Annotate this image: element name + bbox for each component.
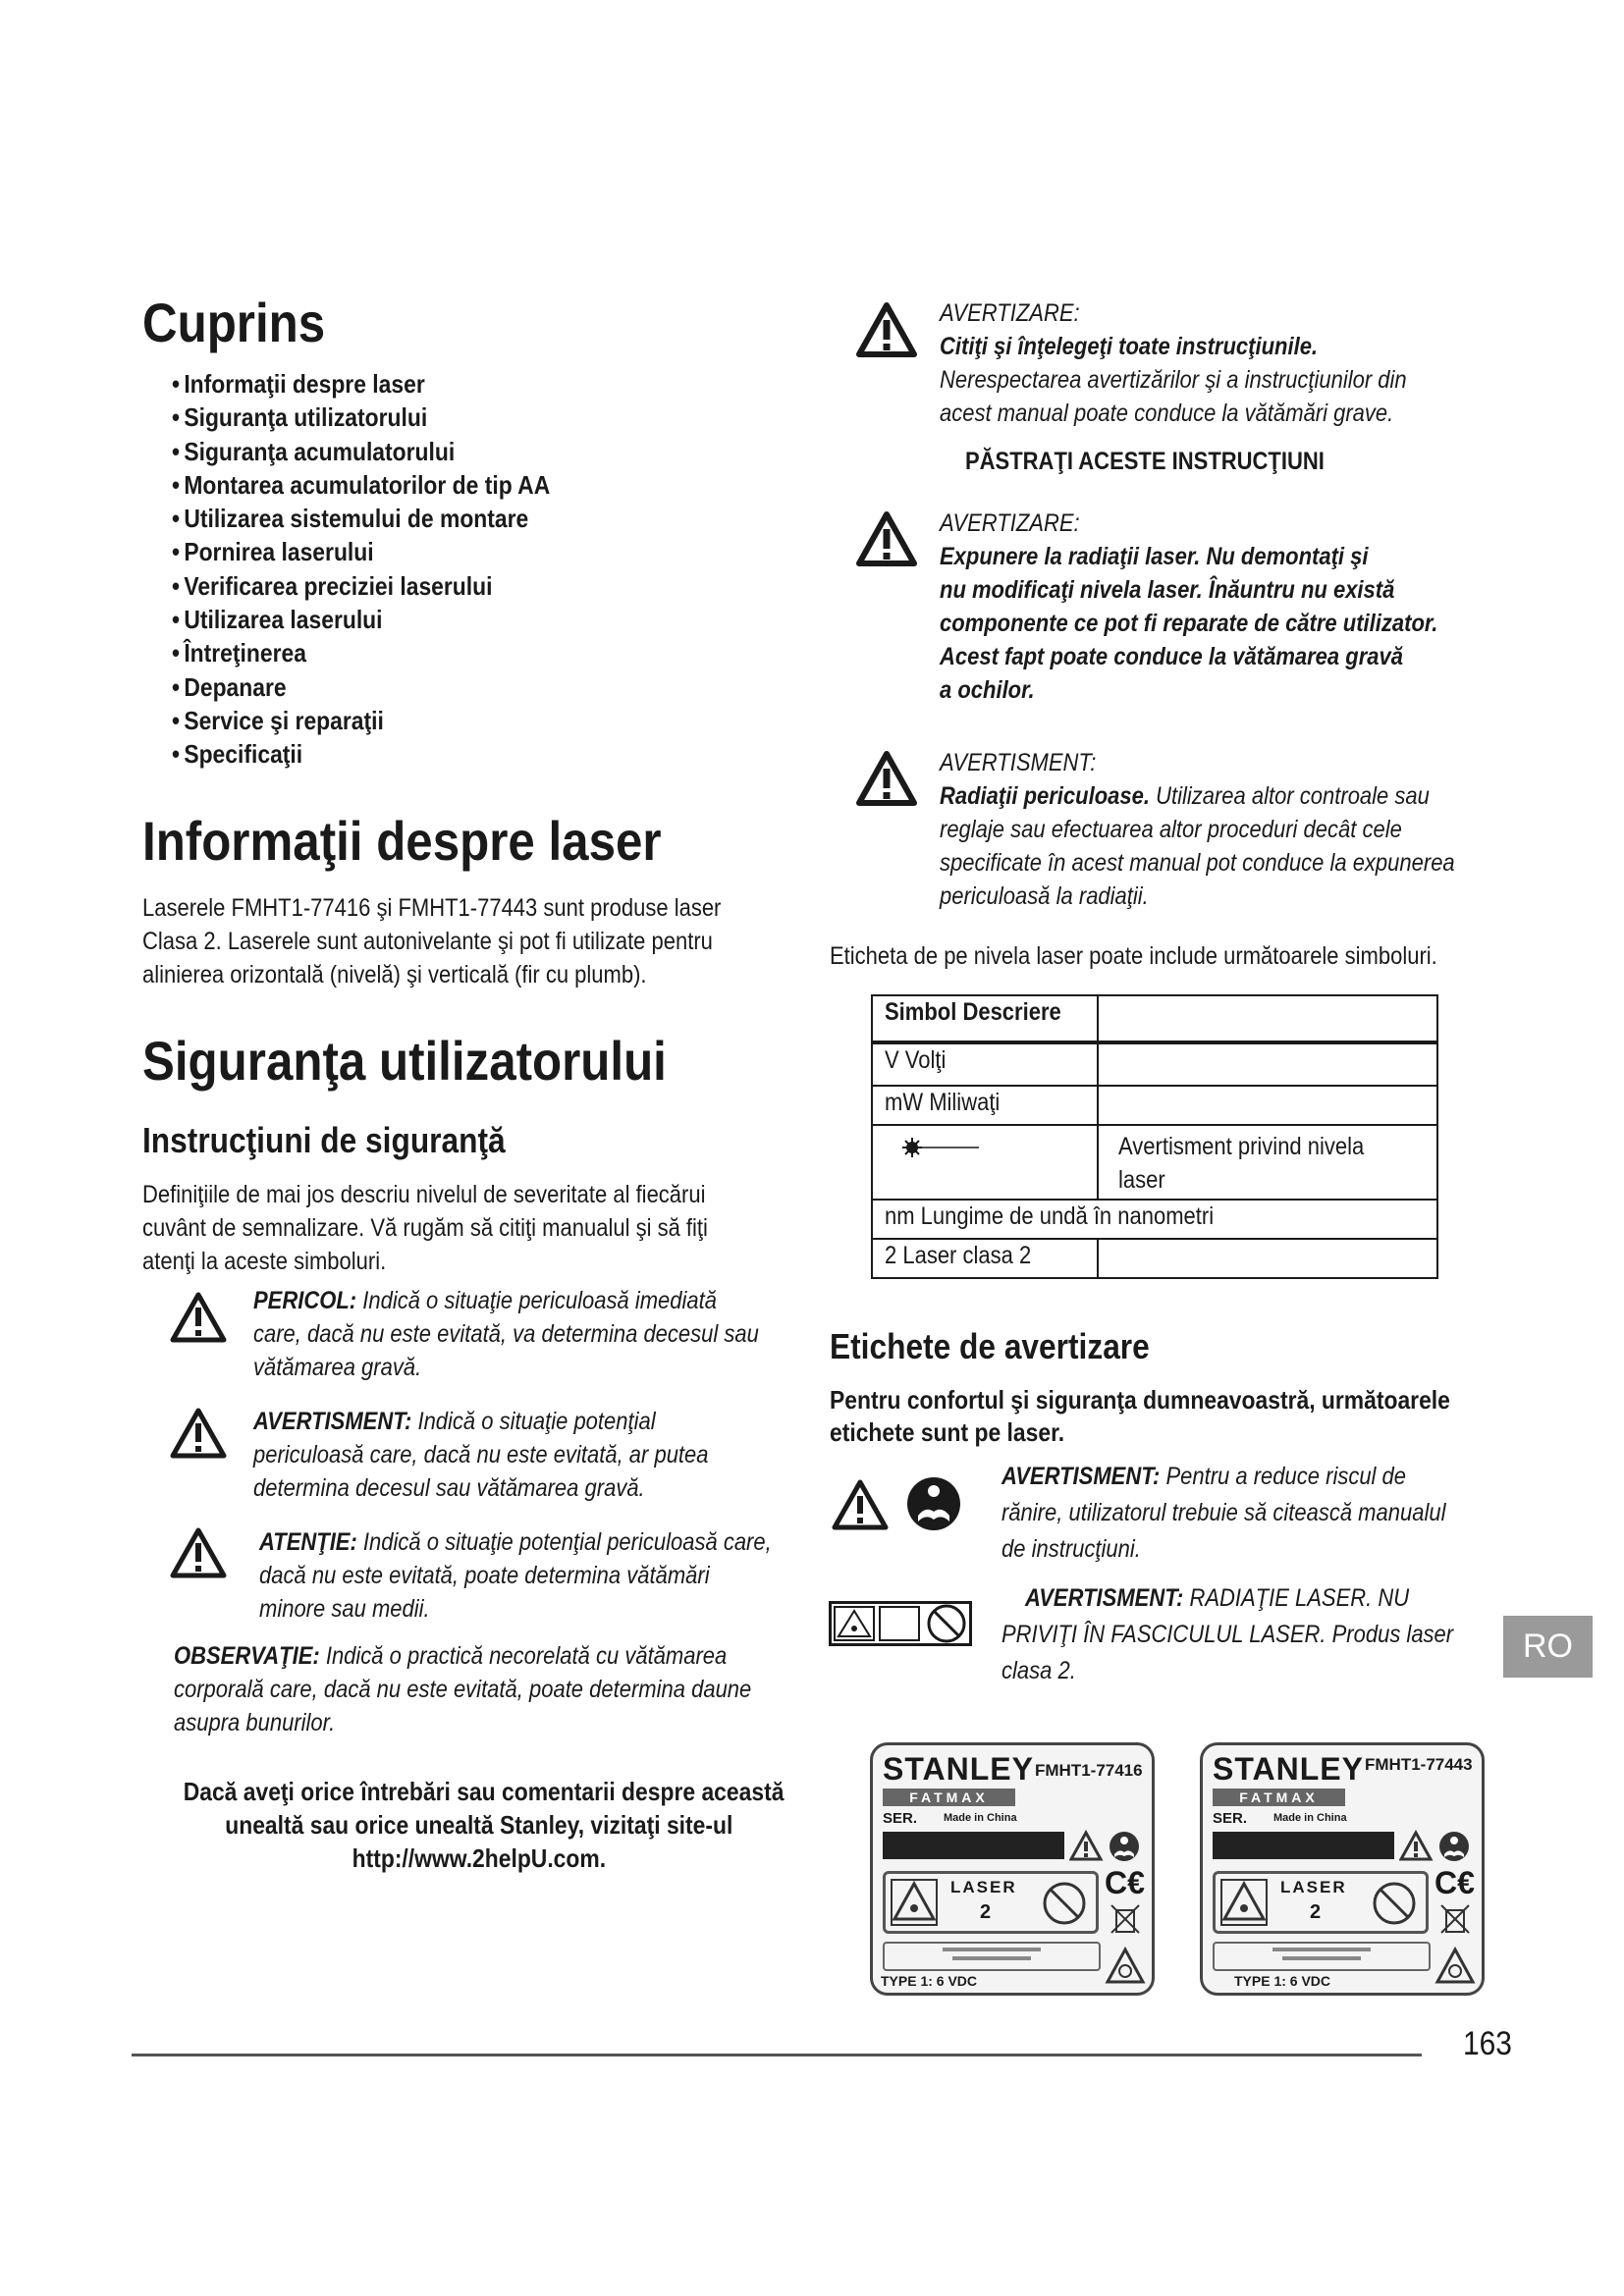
made-in-label: Made in China xyxy=(1273,1812,1347,1824)
no-stare-icon xyxy=(1371,1880,1418,1927)
stanley-help-link[interactable]: http://www.2helpU.com. xyxy=(352,1843,607,1873)
table-cell xyxy=(872,1125,1098,1200)
laser-text: LASER xyxy=(950,1878,1017,1896)
warning-laser-exposure: AVERTIZARE: Expunere la radiaţii laser. Nu demontaţi şi nu modificaţi nivela laser. Înăuntru nu există componente ce pot fi reparate de către utilizator. Acest fapt poate conduce la vătămarea gravă a ochilor. xyxy=(940,509,1438,704)
warning-triangle-icon xyxy=(855,750,918,807)
weee-bin-icon xyxy=(1438,1902,1472,1936)
warning-triangle-icon xyxy=(855,510,918,567)
serial-label: SER. xyxy=(1213,1810,1248,1827)
toc-item[interactable]: • Depanare xyxy=(172,671,287,702)
table-row xyxy=(872,1239,1437,1278)
made-in-label: Made in China xyxy=(944,1812,1017,1824)
table-cell: nm Lungime de undă în nanometri xyxy=(872,1200,1437,1239)
warning-manual-icons xyxy=(1399,1830,1476,1863)
laser-beam-icon xyxy=(885,1138,1002,1157)
toc-item[interactable]: • Service şi reparaţii xyxy=(172,705,384,735)
warning-triangle-icon xyxy=(855,301,918,358)
safety-instructions-subtitle: Instrucţiuni de siguranţă xyxy=(142,1120,506,1160)
weee-bin-icon xyxy=(1109,1902,1142,1936)
user-safety-title: Siguranţa utilizatorului xyxy=(142,1030,667,1092)
laser-class2-label-icon xyxy=(829,1601,972,1646)
toc-item[interactable]: • Siguranţa acumulatorului xyxy=(172,436,456,466)
no-stare-icon xyxy=(1041,1880,1088,1927)
toc-item[interactable]: • Siguranţa utilizatorului xyxy=(172,402,428,433)
toc-item[interactable]: • Informaţii despre laser xyxy=(172,369,425,399)
toc-item[interactable]: • Utilizarea laserului xyxy=(172,605,383,635)
warning-triangle-icon xyxy=(170,1527,227,1578)
warning-triangle-icon xyxy=(170,1292,227,1343)
warning-triangle-icon xyxy=(831,1478,890,1531)
avertisment-definition: AVERTISMENT: Indică o situaţie potenţial periculoasă care, dacă nu este evitată, ar putea determina decesul sau vătămarea gravă. xyxy=(253,1408,709,1502)
toc-item[interactable]: • Montarea acumulatorilor de tip AA xyxy=(172,469,551,500)
table-cell: 2 Laser clasa 2 xyxy=(872,1239,1098,1278)
product-label-fmht1-77443 xyxy=(1200,1742,1485,1996)
power-type-label: TYPE 1: 6 VDC xyxy=(1234,1973,1331,1989)
toc-item[interactable]: • Pornirea laserului xyxy=(172,537,374,567)
serial-bar xyxy=(1213,1832,1394,1859)
label-laser-radiation-text: AVERTISMENT: RADIAŢIE LASER. NU PRIVIŢI ÎN FASCICULUL LASER. Produs laser clasa 2. xyxy=(1001,1584,1454,1684)
table-row xyxy=(872,1086,1437,1125)
laser-hazard-icon xyxy=(1219,1878,1269,1927)
table-row xyxy=(872,1042,1437,1086)
laser-text: LASER xyxy=(1280,1878,1347,1896)
table-cell: V Volţi xyxy=(872,1042,1098,1086)
table-row xyxy=(872,1200,1437,1239)
toc-item[interactable]: • Întreţinerea xyxy=(172,638,306,668)
toc-item[interactable]: • Utilizarea sistemului de montare xyxy=(172,504,529,534)
brand-logo: STANLEY xyxy=(883,1751,1034,1787)
warning-triangle-icon xyxy=(170,1408,227,1459)
serial-label: SER. xyxy=(883,1810,918,1827)
ce-mark-icon: C€ xyxy=(1435,1865,1475,1900)
table-cell: mW Miliwaţi xyxy=(872,1086,1098,1125)
laser-warning-panel xyxy=(1213,1871,1429,1934)
language-tab[interactable]: RO xyxy=(1503,1616,1593,1678)
observatie-definition: OBSERVAŢIE: Indică o practică necorelată cu vătămarea corporală care, dacă nu este evitată, poate determina daune asupra bunurilor. xyxy=(174,1642,752,1736)
warning-manual-icons xyxy=(1069,1830,1146,1863)
read-manual-icon xyxy=(906,1476,961,1531)
toc-item[interactable]: • Verificarea preciziei laserului xyxy=(172,570,493,601)
footer-rule xyxy=(132,2054,1422,2056)
warning-read-instructions: AVERTIZARE: Citiţi şi înţelegeţi toate instrucţiunile. Nerespectarea avertizărilor şi a instrucţiunilor din acest manual poate conduce la vătămări grave. xyxy=(940,299,1407,427)
warning-hazardous-radiation: AVERTISMENT: Radiaţii periculoase. Utilizarea altor controale sau reglaje sau efectuarea altor proceduri decât cele specificate în acest manual pot conduce la expunerea periculoasă la radiaţii. xyxy=(940,749,1455,910)
laser-class-number: 2 xyxy=(980,1901,992,1923)
safety-intro: Definiţiile de mai jos descriu nivelul de severitate al fiecărui cuvânt de semnalizare. Vă rugăm să citiţi manualul şi să fiţi atenţi la aceste simboluri. xyxy=(142,1181,708,1275)
fatmax-logo: FATMAX xyxy=(883,1789,1015,1806)
table-cell: Avertisment privind nivela laser xyxy=(1098,1125,1437,1200)
fatmax-logo: FATMAX xyxy=(1213,1789,1345,1806)
model-number: FMHT1-77416 xyxy=(1035,1761,1143,1780)
recycle-triangle-icon xyxy=(1105,1946,1146,1987)
label-read-manual-text: AVERTISMENT: Pentru a reduce riscul de rănire, utilizatorul trebuie să citească manualul de instrucţiuni. xyxy=(1001,1463,1446,1563)
laser-hazard-icon xyxy=(890,1878,939,1927)
brand-logo: STANLEY xyxy=(1213,1751,1364,1787)
laser-spec-box xyxy=(883,1942,1101,1971)
model-number: FMHT1-77443 xyxy=(1365,1755,1473,1774)
table-row xyxy=(872,1125,1437,1200)
symbols-intro: Eticheta de pe nivela laser poate include următoarele simboluri. xyxy=(830,942,1437,970)
toc-item[interactable]: • Specificaţii xyxy=(172,739,303,770)
laser-info-text: Laserele FMHT1-77416 şi FMHT1-77443 sunt produse laser Clasa 2. Laserele sunt autonivelante şi pot fi utilizate pentru alinierea orizontală (nivelă) şi verticală (fir cu plumb). xyxy=(142,894,722,988)
table-header-cell: Simbol Descriere xyxy=(872,995,1098,1042)
warning-labels-intro: Pentru confortul şi siguranţa dumneavoastră, următoarele etichete sunt pe laser. xyxy=(830,1385,1450,1447)
laser-spec-box xyxy=(1213,1942,1431,1971)
atentie-definition: ATENŢIE: Indică o situaţie potenţial periculoasă care, dacă nu este evitată, poate determina vătămări minore sau medii. xyxy=(259,1528,772,1623)
power-type-label: TYPE 1: 6 VDC xyxy=(881,1973,978,1989)
contact-text: Dacă aveţi orice întrebări sau comentarii despre această unealtă sau orice unealtă Stanley, vizitaţi site-ul http://www.2helpU.com. xyxy=(183,1777,785,1873)
table-row xyxy=(872,995,1437,1042)
serial-bar xyxy=(883,1832,1064,1859)
laser-info-title: Informaţii despre laser xyxy=(142,810,662,872)
ce-mark-icon: C€ xyxy=(1105,1865,1145,1900)
product-label-fmht1-77416 xyxy=(870,1742,1155,1996)
symbols-table xyxy=(871,994,1438,1279)
laser-warning-panel xyxy=(883,1871,1099,1934)
toc-list xyxy=(172,367,602,772)
laser-class-number: 2 xyxy=(1310,1901,1322,1923)
toc-title: Cuprins xyxy=(142,292,326,353)
keep-instructions: PĂSTRAŢI ACESTE INSTRUCŢIUNI xyxy=(965,448,1325,475)
page-number: 163 xyxy=(1463,2025,1512,2062)
warning-labels-title: Etichete de avertizare xyxy=(830,1326,1150,1366)
pericol-definition: PERICOL: Indică o situaţie periculoasă imediată care, dacă nu este evitată, va determina decesul sau vătămarea gravă. xyxy=(253,1287,759,1381)
recycle-triangle-icon xyxy=(1435,1946,1476,1987)
